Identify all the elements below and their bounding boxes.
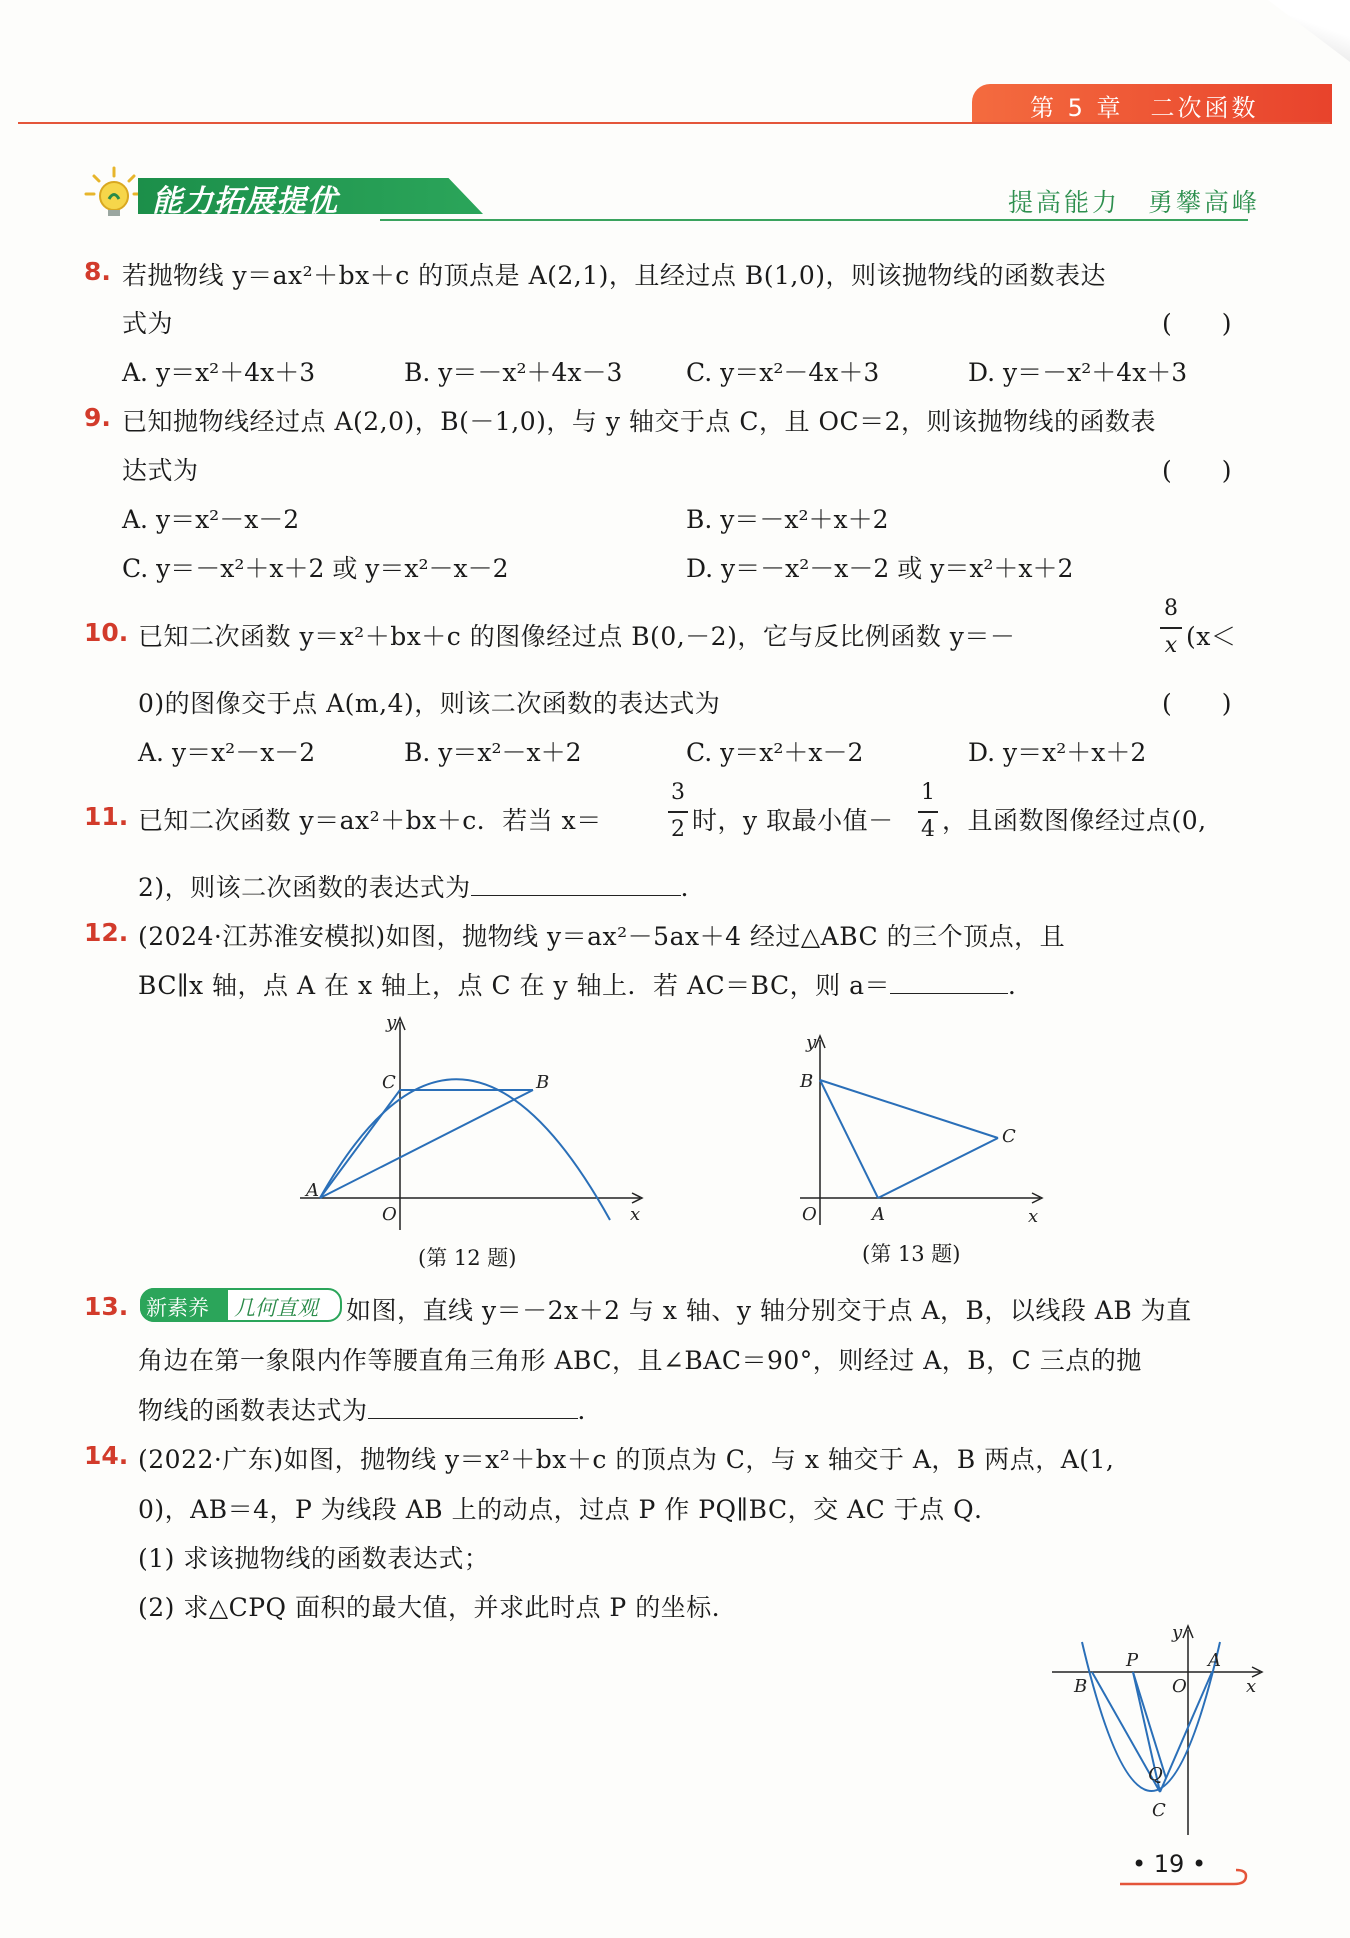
- question-text: 若抛物线 y＝ax²＋bx＋c 的顶点是 A(2,1)，且经过点 B(1,0)，则该抛物线的函数表达: [122, 261, 1106, 290]
- figure-caption: (第 12 题): [418, 1246, 517, 1270]
- banner-rule: [380, 219, 1248, 221]
- option-d: D. y＝x²＋x＋2: [968, 738, 1147, 767]
- question-text: 已知抛物线经过点 A(2,0)，B(－1,0)，与 y 轴交于点 C，且 OC＝2，则该抛物线的函数表: [122, 407, 1156, 436]
- option-b: B. y＝x²－x＋2: [404, 738, 582, 767]
- label-q: Q: [1148, 1764, 1163, 1785]
- answer-paren: ( ): [1162, 689, 1232, 718]
- question-text: 如图，直线 y＝－2x＋2 与 x 轴、y 轴分别交于点 A，B，以线段 AB 为直: [346, 1296, 1192, 1325]
- label-c: C: [1152, 1800, 1166, 1821]
- label-o: O: [1172, 1676, 1187, 1697]
- label-o: O: [802, 1204, 817, 1225]
- question-text: 物线的函数表达式为 ．: [138, 1396, 604, 1425]
- label-o: O: [382, 1204, 397, 1225]
- page-corner-fold: [1268, 0, 1350, 62]
- chapter-title: 第 5 章 二次函数: [1030, 94, 1259, 122]
- label-x: x: [630, 1204, 641, 1225]
- parabola-curve: [320, 1079, 610, 1220]
- question-text: (x＜: [1186, 622, 1237, 651]
- answer-paren: ( ): [1162, 456, 1232, 485]
- question-text: 0)，AB＝4，P 为线段 AB 上的动点，过点 P 作 PQ∥BC，交 AC 于点 Q．: [138, 1495, 1000, 1524]
- axes: [300, 1018, 642, 1230]
- segment-ac: [320, 1090, 400, 1198]
- segment-ab: [820, 1080, 878, 1198]
- question-text: 式为: [122, 309, 174, 338]
- fraction-denominator: x: [1164, 633, 1178, 658]
- option-b: B. y＝－x²＋4x－3: [404, 358, 623, 387]
- label-a: A: [1208, 1650, 1221, 1671]
- question-number: 12.: [84, 918, 129, 947]
- label-y: y: [806, 1032, 817, 1053]
- question-number: 10.: [84, 618, 129, 647]
- question-text: 达式为: [122, 456, 199, 485]
- fraction-denominator: 2: [671, 817, 685, 842]
- question-text: (2022·广东)如图，抛物线 y＝x²＋bx＋c 的顶点为 C，与 x 轴交于 A，B 两点，A(1,: [138, 1445, 1115, 1474]
- figure-12: [290, 1010, 660, 1240]
- label-a: A: [872, 1204, 885, 1225]
- answer-blank[interactable]: [471, 873, 681, 896]
- fraction-numerator: 3: [671, 780, 685, 805]
- label-p: P: [1126, 1650, 1139, 1671]
- question-number: 11.: [84, 802, 129, 831]
- label-y: y: [1172, 1622, 1183, 1643]
- segment-ac: [878, 1138, 998, 1198]
- fraction-numerator: 1: [921, 780, 935, 805]
- section-slogan: 提高能力 勇攀高峰: [1008, 188, 1261, 217]
- option-a: A. y＝x²－x－2: [138, 738, 316, 767]
- segment-pq: [1133, 1672, 1166, 1778]
- label-b: B: [800, 1071, 814, 1092]
- lightbulb-icon: [84, 166, 144, 222]
- question-text: BC∥x 轴，点 A 在 x 轴上，点 C 在 y 轴上．若 AC＝BC，则 a＝ ．: [138, 971, 1034, 1000]
- question-text: 2)，则该二次函数的表达式为 ．: [138, 873, 707, 902]
- fraction-denominator: 4: [921, 817, 935, 842]
- figure-14: [1040, 1620, 1270, 1840]
- question-number: 8.: [84, 257, 111, 286]
- label-y: y: [386, 1012, 397, 1033]
- option-a: A. y＝x²－x－2: [122, 505, 300, 534]
- option-d: D. y＝－x²－x－2 或 y＝x²＋x＋2: [686, 554, 1074, 583]
- label-a: A: [306, 1180, 319, 1201]
- fraction-bar: [918, 811, 938, 813]
- segment-ab: [320, 1090, 533, 1198]
- segment-bc: [820, 1080, 998, 1138]
- option-b: B. y＝－x²＋x＋2: [686, 505, 889, 534]
- option-c: C. y＝x²－4x＋3: [686, 358, 880, 387]
- section-title: 能力拓展提优: [152, 184, 338, 219]
- question-text: (2024·江苏淮安模拟)如图，抛物线 y＝ax²－5ax＋4 经过△ABC 的三个顶点，且: [138, 922, 1066, 951]
- answer-paren: ( ): [1162, 309, 1232, 338]
- answer-blank[interactable]: [890, 971, 1008, 994]
- figure-caption: (第 13 题): [862, 1242, 961, 1266]
- page-number: • 19 •: [1132, 1850, 1207, 1878]
- figure-13: [790, 1030, 1050, 1240]
- option-c: C. y＝－x²＋x＋2 或 y＝x²－x－2: [122, 554, 509, 583]
- badge-geometric-intuition: 几何直观: [234, 1296, 318, 1320]
- page-swoosh: [1118, 1862, 1252, 1888]
- option-c: C. y＝x²＋x－2: [686, 738, 864, 767]
- label-x: x: [1246, 1676, 1257, 1697]
- question-text: ，且函数图像经过点(0,: [942, 806, 1207, 835]
- label-c: C: [382, 1072, 396, 1093]
- fraction-bar: [668, 811, 688, 813]
- badge-new-literacy: 新素养: [146, 1296, 209, 1320]
- option-a: A. y＝x²＋4x＋3: [122, 358, 316, 387]
- label-c: C: [1002, 1126, 1016, 1147]
- question-text: 角边在第一象限内作等腰直角三角形 ABC，且∠BAC＝90°，则经过 A，B，C 三点的抛: [138, 1346, 1142, 1375]
- question-text: 已知二次函数 y＝x²＋bx＋c 的图像经过点 B(0,－2)，它与反比例函数 y＝－: [138, 622, 1016, 651]
- label-b: B: [536, 1072, 550, 1093]
- question-text: 已知二次函数 y＝ax²＋bx＋c．若当 x＝: [138, 806, 602, 835]
- question-number: 14.: [84, 1441, 129, 1470]
- question-number: 13.: [84, 1292, 129, 1321]
- question-text: 时，y 取最小值－: [692, 806, 894, 835]
- answer-blank[interactable]: [368, 1396, 578, 1419]
- header-rule: [18, 122, 1330, 124]
- fraction-bar: [1160, 627, 1182, 629]
- option-d: D. y＝－x²＋4x＋3: [968, 358, 1188, 387]
- fraction-numerator: 8: [1164, 596, 1178, 621]
- label-x: x: [1028, 1206, 1039, 1227]
- sub-question: (1) 求该抛物线的函数表达式；: [138, 1544, 490, 1573]
- question-number: 9.: [84, 403, 111, 432]
- sub-question: (2) 求△CPQ 面积的最大值，并求此时点 P 的坐标．: [138, 1593, 738, 1622]
- label-b: B: [1074, 1676, 1088, 1697]
- question-text: 0)的图像交于点 A(m,4)，则该二次函数的表达式为: [138, 689, 721, 718]
